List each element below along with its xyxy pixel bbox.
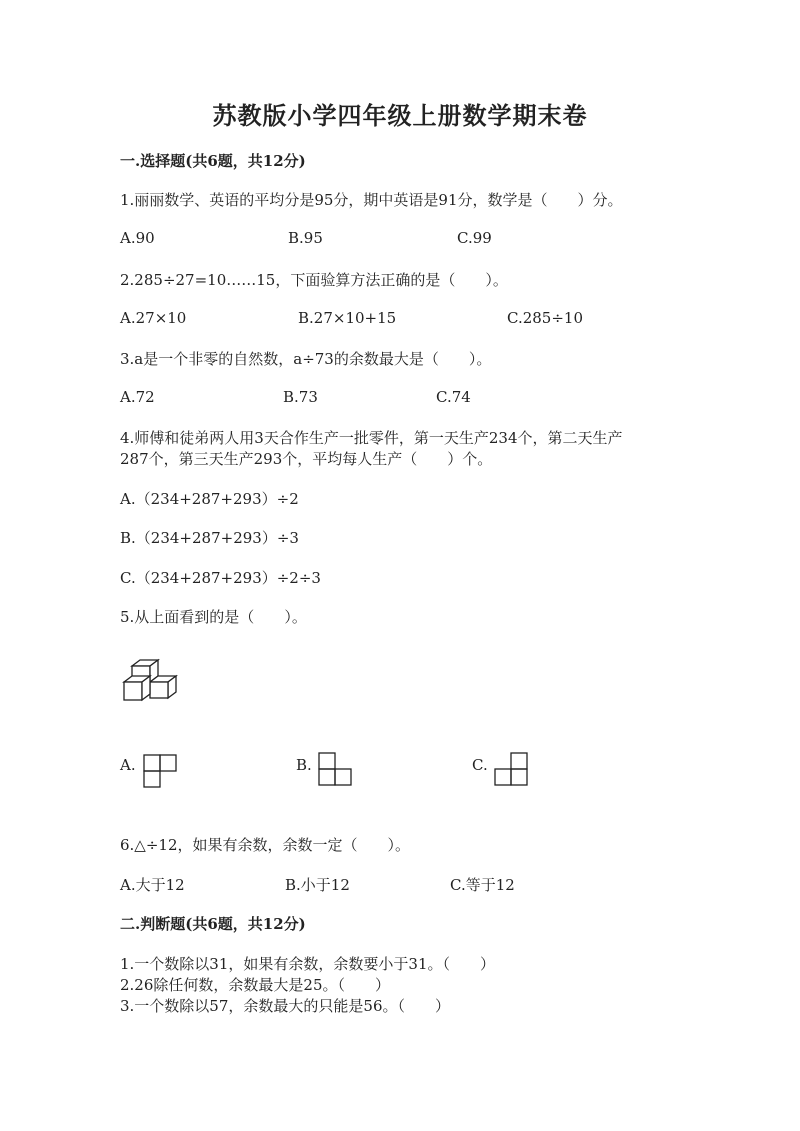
option-c: C.等于12 [450, 876, 515, 894]
option-c-figure [494, 752, 528, 786]
option-a: A.大于12 [120, 876, 185, 894]
option-b: B.73 [283, 388, 318, 406]
option-a: A.（234+287+293）÷2 [120, 490, 299, 508]
question-3: 3.a是一个非零的自然数，a÷73的余数最大是（ ）。 [120, 350, 492, 368]
option-b: B.（234+287+293）÷3 [120, 529, 299, 547]
question-1: 1.丽丽数学、英语的平均分是95分，期中英语是91分，数学是（ ）分。 [120, 191, 623, 209]
option-a: A.72 [120, 388, 155, 406]
option-b-figure [318, 752, 352, 786]
question-5: 5.从上面看到的是（ ）。 [120, 608, 307, 626]
judgment-question-1: 1.一个数除以31，如果有余数，余数要小于31。（ ） [120, 955, 495, 973]
option-c: C. [472, 756, 488, 774]
option-c: C.74 [436, 388, 471, 406]
section-heading-choice: 一.选择题(共6题，共12分) [120, 152, 306, 170]
option-c: C.285÷10 [507, 309, 583, 327]
judgment-question-2: 2.26除任何数，余数最大是25。（ ） [120, 976, 390, 994]
option-a: A.27×10 [120, 309, 187, 327]
section-heading-judgment: 二.判断题(共6题，共12分) [120, 915, 306, 933]
option-b: B. [296, 756, 312, 774]
option-b: B.27×10+15 [298, 309, 397, 327]
option-a: A.90 [120, 229, 155, 247]
option-c: C.（234+287+293）÷2÷3 [120, 569, 321, 587]
question-4-line-1: 4.师傅和徒弟两人用3天合作生产一批零件，第一天生产234个，第二天生产 [120, 429, 623, 447]
question-6: 6.△÷12，如果有余数，余数一定（ ）。 [120, 836, 411, 854]
question-2: 2.285÷27=10……15，下面验算方法正确的是（ ）。 [120, 271, 508, 289]
option-a: A. [120, 756, 136, 774]
option-b: B.小于12 [285, 876, 350, 894]
question-4-line-2: 287个，第三天生产293个，平均每人生产（ ）个。 [120, 450, 493, 468]
page-title: 苏教版小学四年级上册数学期末卷 [212, 101, 588, 130]
judgment-question-3: 3.一个数除以57，余数最大的只能是56。（ ） [120, 997, 450, 1015]
cube-figure [118, 658, 180, 704]
option-c: C.99 [457, 229, 492, 247]
option-b: B.95 [288, 229, 323, 247]
option-a-figure [143, 754, 177, 788]
